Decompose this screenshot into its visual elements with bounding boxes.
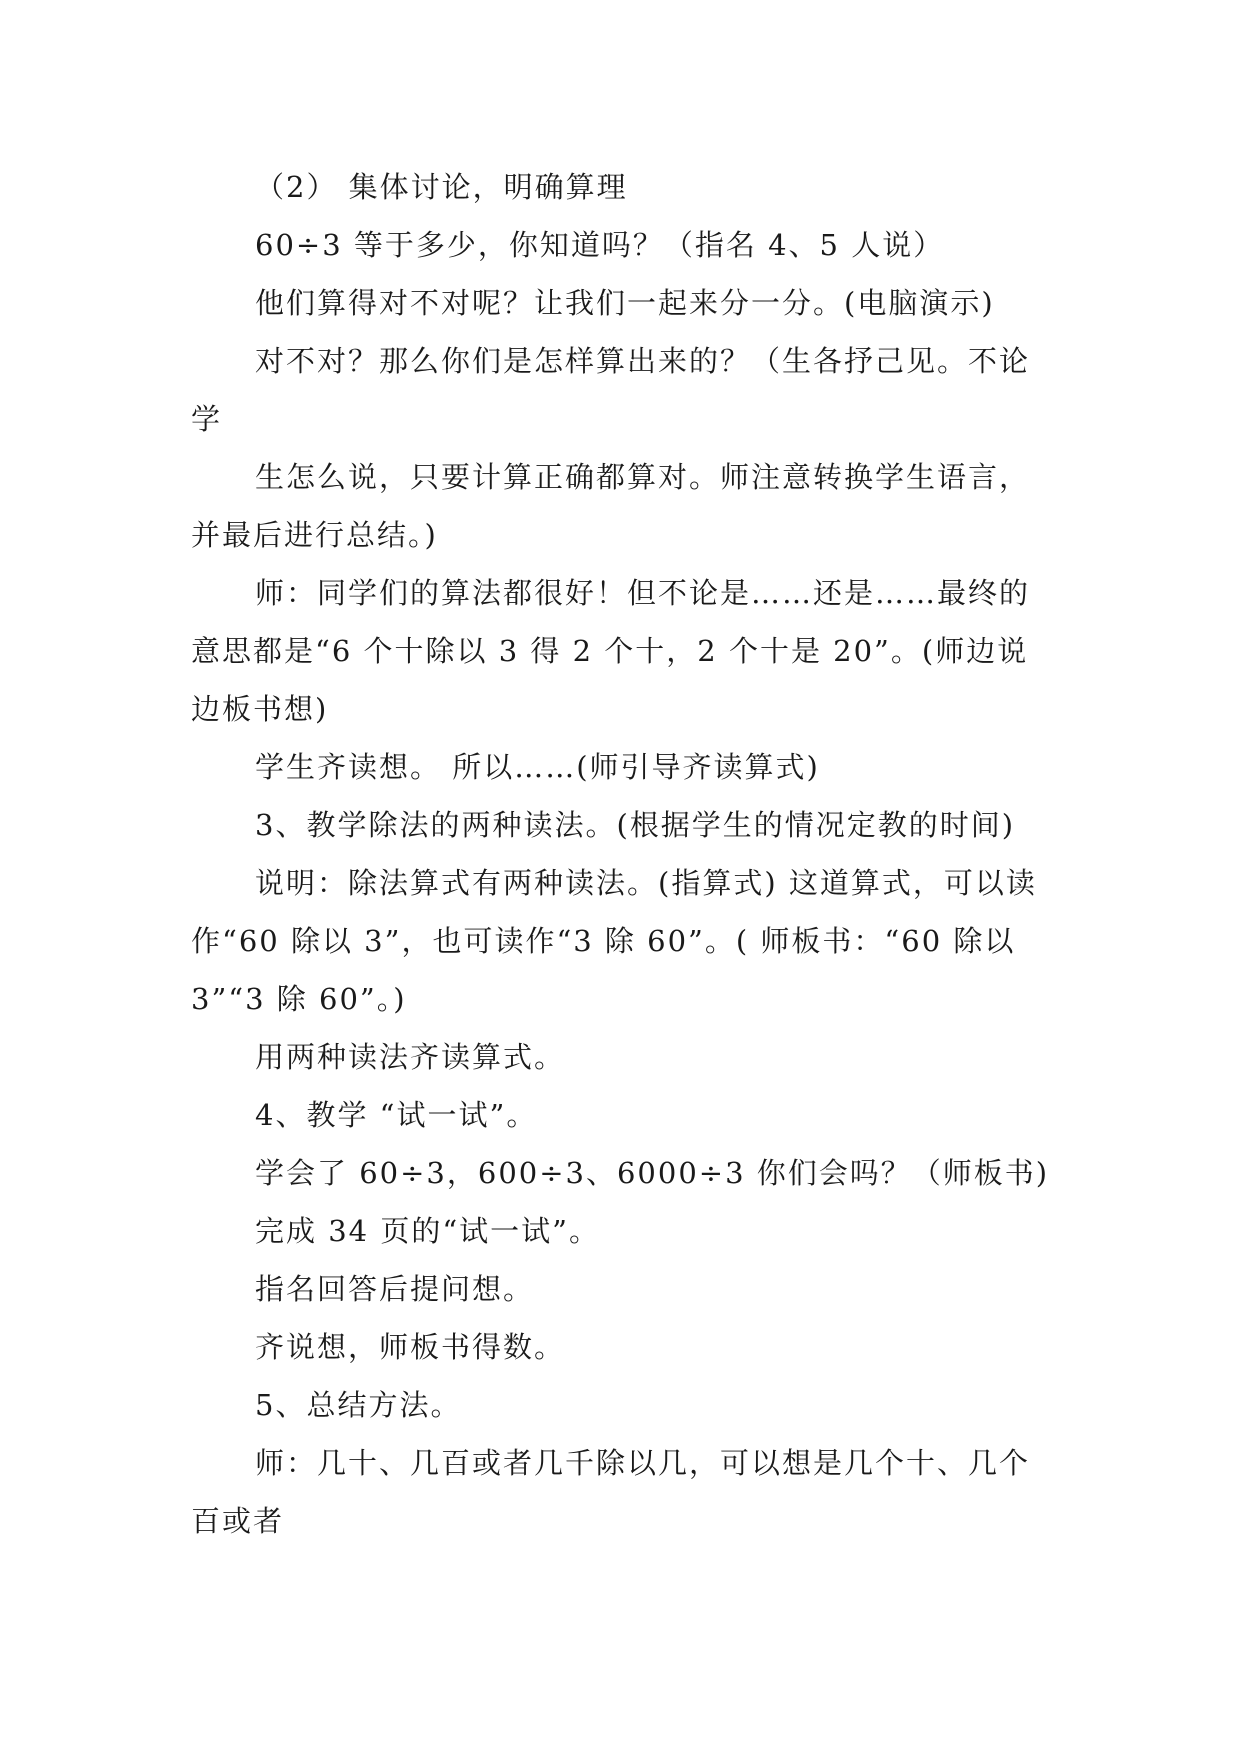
paragraph-7: 学生齐读想。 所以……(师引导齐读算式) <box>255 750 820 784</box>
paragraph-13: 完成 34 页的“试一试”。 <box>255 1214 600 1248</box>
paragraph-2: 60÷3 等于多少，你知道吗？（指名 4、5 人说） <box>255 228 945 262</box>
paragraph-5: 生怎么说，只要计算正确都算对。师注意转换学生语言，并最后进行总结。) <box>191 460 1031 552</box>
paragraph-15: 齐说想，师板书得数。 <box>255 1330 566 1364</box>
paragraph-8: 3、教学除法的两种读法。(根据学生的情况定教的时间) <box>255 808 1016 842</box>
paragraph-6: 师：同学们的算法都很好！但不论是……还是……最终的意思都是“6 个十除以 3 得 2 个十，2 个十是 20”。(师边说边板书想) <box>191 576 1031 726</box>
paragraph-4: 对不对？那么你们是怎样算出来的？（生各抒己见。不论学 <box>191 344 1031 436</box>
paragraph-12: 学会了 60÷3，600÷3、6000÷3 你们会吗？（师板书) <box>255 1156 1050 1190</box>
paragraph-1: （2） 集体讨论，明确算理 <box>255 170 628 204</box>
document-body <box>191 158 1051 1550</box>
paragraph-10: 用两种读法齐读算式。 <box>255 1040 566 1074</box>
paragraph-14: 指名回答后提问想。 <box>255 1272 535 1306</box>
paragraph-16: 5、总结方法。 <box>255 1388 462 1422</box>
paragraph-11: 4、教学 “试一试”。 <box>255 1098 538 1132</box>
paragraph-9: 说明：除法算式有两种读法。(指算式) 这道算式，可以读作“60 除以 3”，也可读作“3 除 60”。( 师板书：“60 除以 3”“3 除 60”。) <box>191 866 1037 1016</box>
paragraph-3: 他们算得对不对呢？让我们一起来分一分。(电脑演示) <box>255 286 995 320</box>
paragraph-17: 师：几十、几百或者几千除以几，可以想是几个十、几个百或者 <box>191 1446 1031 1538</box>
